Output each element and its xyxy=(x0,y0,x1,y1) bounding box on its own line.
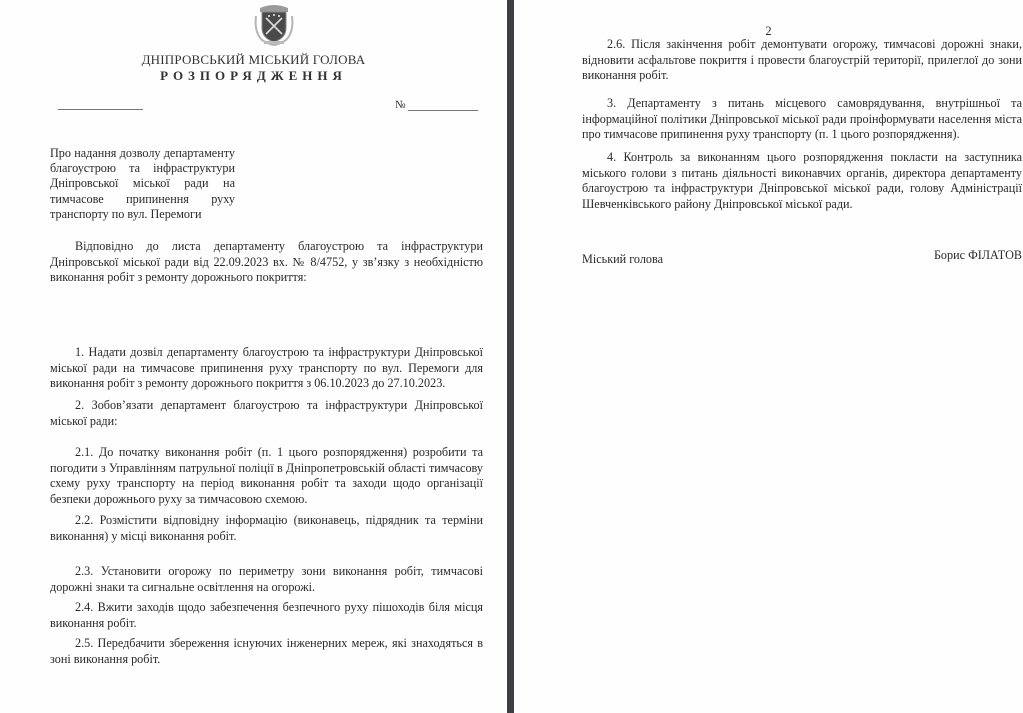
document-type-title: РОЗПОРЯДЖЕННЯ xyxy=(160,68,347,83)
number-blank-line xyxy=(408,100,478,111)
number-label: № xyxy=(395,99,406,111)
page-separator xyxy=(507,0,514,713)
document-number-field xyxy=(395,99,478,111)
coat-of-arms-icon xyxy=(252,2,296,46)
paragraph-item-1: 1. Надати дозвіл департаменту благоустрою та інфраструктури Дніпровської міської ради на тимчасове припинення руху транспорту по вул. Перемоги для виконання робіт з ремонту дорожнього покриття з 06.10.2023 до 27.10.2023. xyxy=(50,345,483,390)
paragraph-item-2-3: 2.3. Установити огорожу по периметру зони виконання робіт, тимчасові дорожні знаки та сигнальне освітлення на огорожі. xyxy=(50,564,483,594)
paragraph-item-2: 2. Зобов’язати департамент благоустрою та інфраструктури Дніпровської міської ради: xyxy=(50,398,483,428)
paragraph-item-2-5: 2.5. Передбачити збереження існуючих інженерних мереж, які знаходяться в зоні виконання робіт. xyxy=(50,636,483,666)
paragraph-item-3: 3. Департаменту з питань місцевого самоврядування, внутрішньої та інформаційної політики Дніпровської міської ради проінформувати населення міста про тимчасове припинення руху транспорту (п. 1 цього розпорядження). xyxy=(582,96,1022,141)
city-head-title: ДНІПРОВСЬКИЙ МІСЬКИЙ ГОЛОВА xyxy=(141,52,366,67)
paragraph-item-4: 4. Контроль за виконанням цього розпорядження покласти на заступника міського голови з питань діяльності виконавчих органів, директора департаменту благоустрою та інфраструктури Дніпровської міської ради, голову Адміністрації Шевченківського району Дніпровської міської ради. xyxy=(582,150,1022,211)
paragraph-item-2-2: 2.2. Розмістити відповідну інформацію (виконавець, підрядник та терміни виконання) у місці виконання робіт. xyxy=(50,513,483,543)
date-blank-line xyxy=(58,109,143,110)
page-number: 2 xyxy=(765,24,772,38)
paragraph-item-2-6: 2.6. Після закінчення робіт демонтувати огорожу, тимчасові дорожні знаки, відновити асфальтове покриття і провести благоустрій території, прилеглої до зони виконання робіт. xyxy=(582,37,1022,82)
paragraph-item-2-4: 2.4. Вжити заходів щодо забезпечення безпечного руху пішоходів біля місця виконання робіт. xyxy=(50,600,483,630)
preamble-paragraph: Відповідно до листа департаменту благоустрою та інфраструктури Дніпровської міської ради від 22.09.2023 вх. № 8/4752, у зв’язку з необхідністю виконання робіт з ремонту дорожнього покриття: xyxy=(50,239,483,284)
signature-name: Борис ФІЛАТОВ xyxy=(933,248,1022,262)
document-page-1 xyxy=(0,0,507,713)
paragraph-item-2-1: 2.1. До початку виконання робіт (п. 1 цього розпорядження) розробити та погодити з Управлінням патрульної поліції в Дніпропетровській області тимчасову схему руху транспорту на період виконання робіт та заходи щодо організації безпеки дорожнього руху за тимчасовою схемою. xyxy=(50,445,483,506)
document-subject: Про надання дозволу департаменту благоустрою та інфраструктури Дніпровської міської ради на тимчасове припинення руху транспорту по вул. Перемоги xyxy=(50,146,235,221)
signature-role: Міський голова xyxy=(582,252,664,266)
document-page-2 xyxy=(514,0,1023,713)
